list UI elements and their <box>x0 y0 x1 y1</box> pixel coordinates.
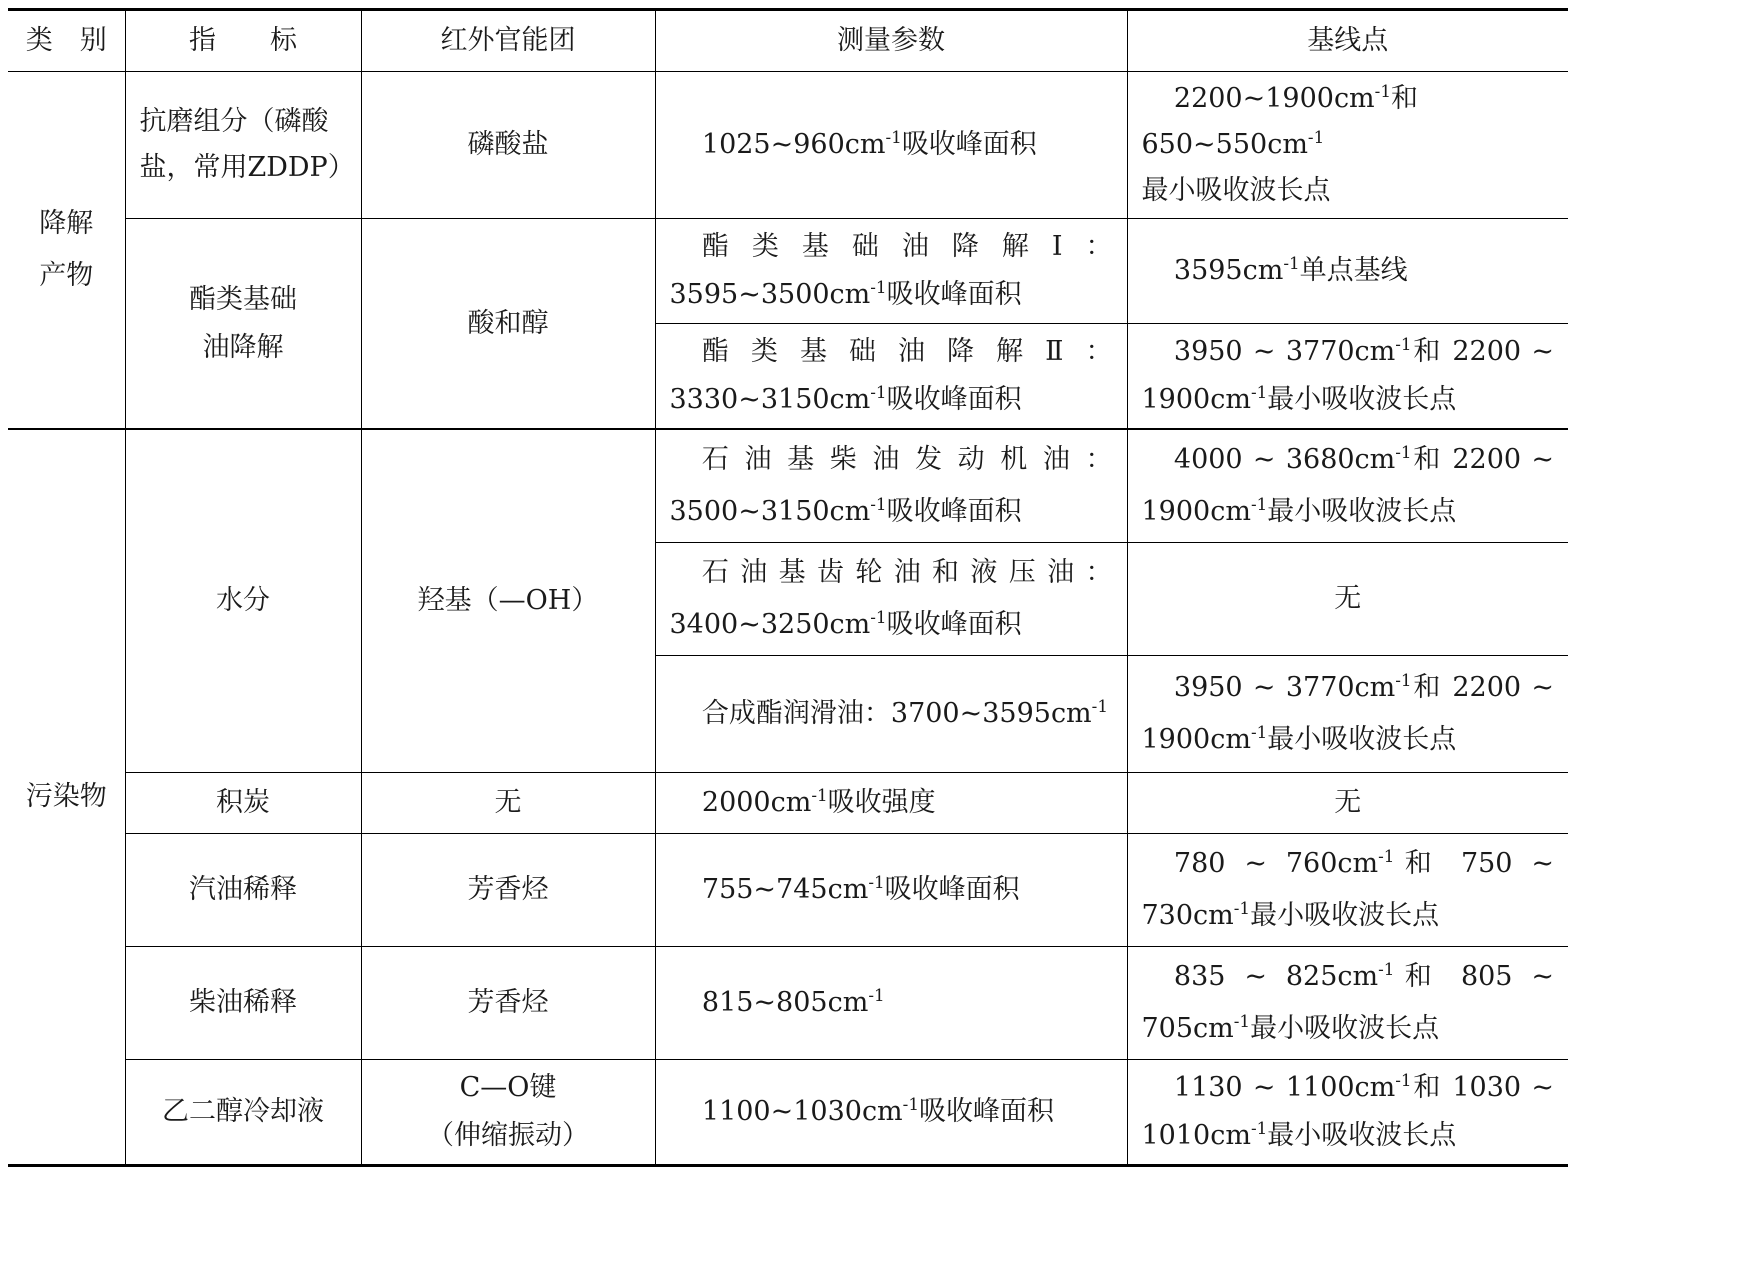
baseline-water-2: 无 <box>1127 543 1568 656</box>
header-indicator: 指 标 <box>125 10 361 72</box>
measurement-glycol: $1100\sim 1030cm^{-1}$吸收峰面积 <box>655 1060 1127 1166</box>
ir-parameter-table <box>8 8 1568 1167</box>
baseline-glycol: 1130 ~ $1100cm^{-1}$和 1030 ~ $1010cm^{-1}$最小吸收波长点 <box>1127 1060 1568 1166</box>
indicator-antiwear: 抗磨组分（磷酸盐，常用ZDDP） <box>125 72 361 219</box>
baseline-soot: 无 <box>1127 773 1568 834</box>
baseline-ester-2: 3950 ~ $3770cm^{-1}$和 2200 ~ $1900cm^{-1}$最小吸收波长点 <box>1127 324 1568 430</box>
measurement-ester-2: 酯类基础油降解Ⅱ：$3330\sim 3150cm^{-1}$吸收峰面积 <box>655 324 1127 430</box>
group-soot: 无 <box>361 773 655 834</box>
table-row <box>8 773 1568 834</box>
table-row <box>8 834 1568 947</box>
indicator-ester: 酯类基础 油降解 <box>125 219 361 430</box>
baseline-ester-1: $3595cm^{-1}$单点基线 <box>1127 219 1568 324</box>
table-row <box>8 429 1568 543</box>
measurement-soot: $2000cm^{-1}$吸收强度 <box>655 773 1127 834</box>
header-category: 类 别 <box>8 10 125 72</box>
header-row <box>8 10 1568 72</box>
measurement-water-3: 合成酯润滑油：$3700\sim 3595cm^{-1}$ <box>655 656 1127 773</box>
indicator-water: 水分 <box>125 429 361 773</box>
group-antiwear: 磷酸盐 <box>361 72 655 219</box>
measurement-water-2: 石油基齿轮油和液压油：$3400\sim 3250cm^{-1}$吸收峰面积 <box>655 543 1127 656</box>
table-row <box>8 947 1568 1060</box>
table-wrapper <box>8 8 1568 1167</box>
group-diesel: 芳香烃 <box>361 947 655 1060</box>
baseline-diesel: 835 ~ $825cm^{-1}$和 805 ~ $705cm^{-1}$最小吸收波长点 <box>1127 947 1568 1060</box>
group-glycol: C—O键 （伸缩振动） <box>361 1060 655 1166</box>
indicator-diesel: 柴油稀释 <box>125 947 361 1060</box>
header-baseline: 基线点 <box>1127 10 1568 72</box>
group-ester: 酸和醇 <box>361 219 655 430</box>
category-degradation-line1: 降解 <box>39 208 94 239</box>
table-row <box>8 219 1568 324</box>
header-functional-group: 红外官能团 <box>361 10 655 72</box>
measurement-antiwear: $1025\sim 960cm^{-1}$吸收峰面积 <box>655 72 1127 219</box>
indicator-soot: 积炭 <box>125 773 361 834</box>
indicator-gasoline: 汽油稀释 <box>125 834 361 947</box>
measurement-diesel: $815\sim 805cm^{-1}$ <box>655 947 1127 1060</box>
group-gasoline: 芳香烃 <box>361 834 655 947</box>
header-measurement: 测量参数 <box>655 10 1127 72</box>
table-row <box>8 1060 1568 1166</box>
group-water: 羟基（—OH） <box>361 429 655 773</box>
baseline-water-1: 4000 ~ $3680cm^{-1}$和 2200 ~ $1900cm^{-1}$最小吸收波长点 <box>1127 429 1568 543</box>
measurement-ester-1: 酯类基础油降解Ⅰ：$3595\sim 3500cm^{-1}$吸收峰面积 <box>655 219 1127 324</box>
measurement-water-1: 石油基柴油发动机油：$3500\sim 3150cm^{-1}$吸收峰面积 <box>655 429 1127 543</box>
baseline-water-3: 3950 ~ $3770cm^{-1}$和 2200 ~ $1900cm^{-1}$最小吸收波长点 <box>1127 656 1568 773</box>
measurement-gasoline: $755\sim 745cm^{-1}$吸收峰面积 <box>655 834 1127 947</box>
category-degradation-line2: 产物 <box>39 260 94 291</box>
baseline-gasoline: 780 ~ $760cm^{-1}$和 750 ~ $730cm^{-1}$最小吸收波长点 <box>1127 834 1568 947</box>
category-degradation <box>8 72 125 430</box>
baseline-antiwear: $2200\sim 1900cm^{-1}$和$650\sim 550cm^{-1}$ 最小吸收波长点 <box>1127 72 1568 219</box>
category-contaminant: 污染物 <box>8 429 125 1166</box>
table-row <box>8 72 1568 219</box>
indicator-glycol: 乙二醇冷却液 <box>125 1060 361 1166</box>
